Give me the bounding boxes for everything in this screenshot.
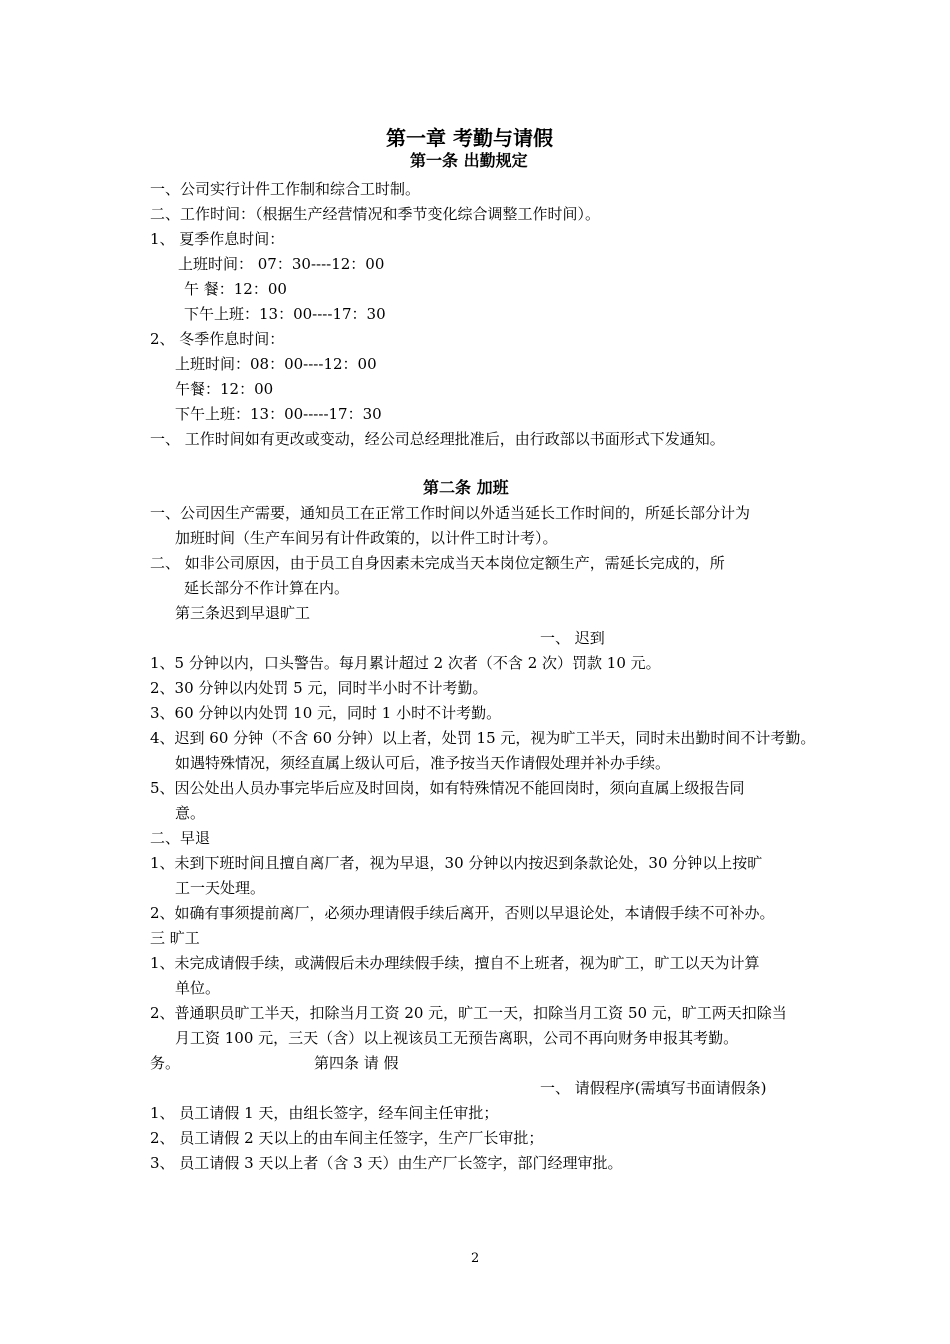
text-line: 二、 如非公司原因，由于员工自身因素未完成当天本岗位定额生产，需延长完成的，所 <box>150 554 725 572</box>
text-line: 下午上班：13：00-----17：30 <box>175 405 382 423</box>
text-line: 上班时间：08：00----12：00 <box>175 355 377 373</box>
text-line: 午 餐：12：00 <box>184 280 287 298</box>
article-3-title: 第三条迟到早退旷工 <box>175 604 311 622</box>
text-line: 月工资 100 元，三天（含）以上视该员工无预告离职，公司不再向财务申报其考勤。 <box>175 1029 739 1047</box>
text-line: 一、公司实行计件工作制和综合工时制。 <box>150 180 421 198</box>
text-line: 二、早退 <box>150 829 211 847</box>
chapter-title: 第一章 考勤与请假 <box>386 126 553 150</box>
article-2-title: 第二条 加班 <box>423 478 509 497</box>
text-line: 上班时间： 07：30----12：00 <box>178 255 385 273</box>
text-line: 午餐：12：00 <box>175 380 274 398</box>
text-line: 延长部分不作计算在内。 <box>184 579 350 597</box>
text-line: 一、公司因生产需要，通知员工在正常工作时间以外适当延长工作时间的，所延长部分计为 <box>150 504 751 522</box>
text-line: 加班时间（生产车间另有计件政策的，以计件工时计考）。 <box>175 529 558 547</box>
text-line: 工一天处理。 <box>175 879 266 897</box>
text-line: 2、普通职员旷工半天，扣除当月工资 20 元，旷工一天，扣除当月工资 50 元，旷工两天扣除当 <box>150 1004 787 1022</box>
text-line: 意。 <box>175 804 206 822</box>
text-line: 1、 夏季作息时间： <box>150 230 285 248</box>
text-line: 单位。 <box>175 979 221 997</box>
subsection-leave-procedure: 一、 请假程序(需填写书面请假条) <box>540 1079 767 1097</box>
text-line: 一、 工作时间如有更改或变动，经公司总经理批准后，由行政部以书面形式下发通知。 <box>150 430 725 448</box>
text-line: 1、5 分钟以内，口头警告。每月累计超过 2 次者（不含 2 次）罚款 10 元。 <box>150 654 661 672</box>
text-line: 3、 员工请假 3 天以上者（含 3 天）由生产厂长签字，部门经理审批。 <box>150 1154 623 1172</box>
text-line: 2、 冬季作息时间： <box>150 330 285 348</box>
text-line: 4、迟到 60 分钟（不含 60 分钟）以上者，处罚 15 元，视为旷工半天，同时未出勤时间不计考勤。 <box>150 729 816 747</box>
text-line: 1、 员工请假 1 天，由组长签字，经车间主任审批； <box>150 1104 499 1122</box>
article-4-title: 第四条 请 假 <box>314 1054 399 1072</box>
article-1-title: 第一条 出勤规定 <box>410 151 528 170</box>
text-line: 3、60 分钟以内处罚 10 元，同时 1 小时不计考勤。 <box>150 704 502 722</box>
page-number: 2 <box>471 1251 480 1266</box>
text-line: 1、未到下班时间且擅自离厂者，视为早退，30 分钟以内按迟到条款论处，30 分钟以上按旷 <box>150 854 763 872</box>
text-line: 2、30 分钟以内处罚 5 元，同时半小时不计考勤。 <box>150 679 488 697</box>
text-line: 务。 <box>150 1054 181 1072</box>
text-line: 1、未完成请假手续，或满假后未办理续假手续，擅自不上班者，视为旷工，旷工以天为计算 <box>150 954 760 972</box>
text-line: 下午上班：13：00----17：30 <box>184 305 386 323</box>
text-line: 二、工作时间：（根据生产经营情况和季节变化综合调整工作时间）。 <box>150 205 601 223</box>
subsection-late: 一、 迟到 <box>540 629 605 647</box>
text-line: 三 旷工 <box>150 929 200 947</box>
text-line: 如遇特殊情况，须经直属上级认可后，准予按当天作请假处理并补办手续。 <box>175 754 671 772</box>
text-line: 2、如确有事须提前离厂，必须办理请假手续后离开，否则以早退论处，本请假手续不可补办。 <box>150 904 775 922</box>
text-line: 5、因公处出人员办事完毕后应及时回岗，如有特殊情况不能回岗时，须向直属上级报告同 <box>150 779 745 797</box>
text-line: 2、 员工请假 2 天以上的由车间主任签字，生产厂长审批； <box>150 1129 544 1147</box>
